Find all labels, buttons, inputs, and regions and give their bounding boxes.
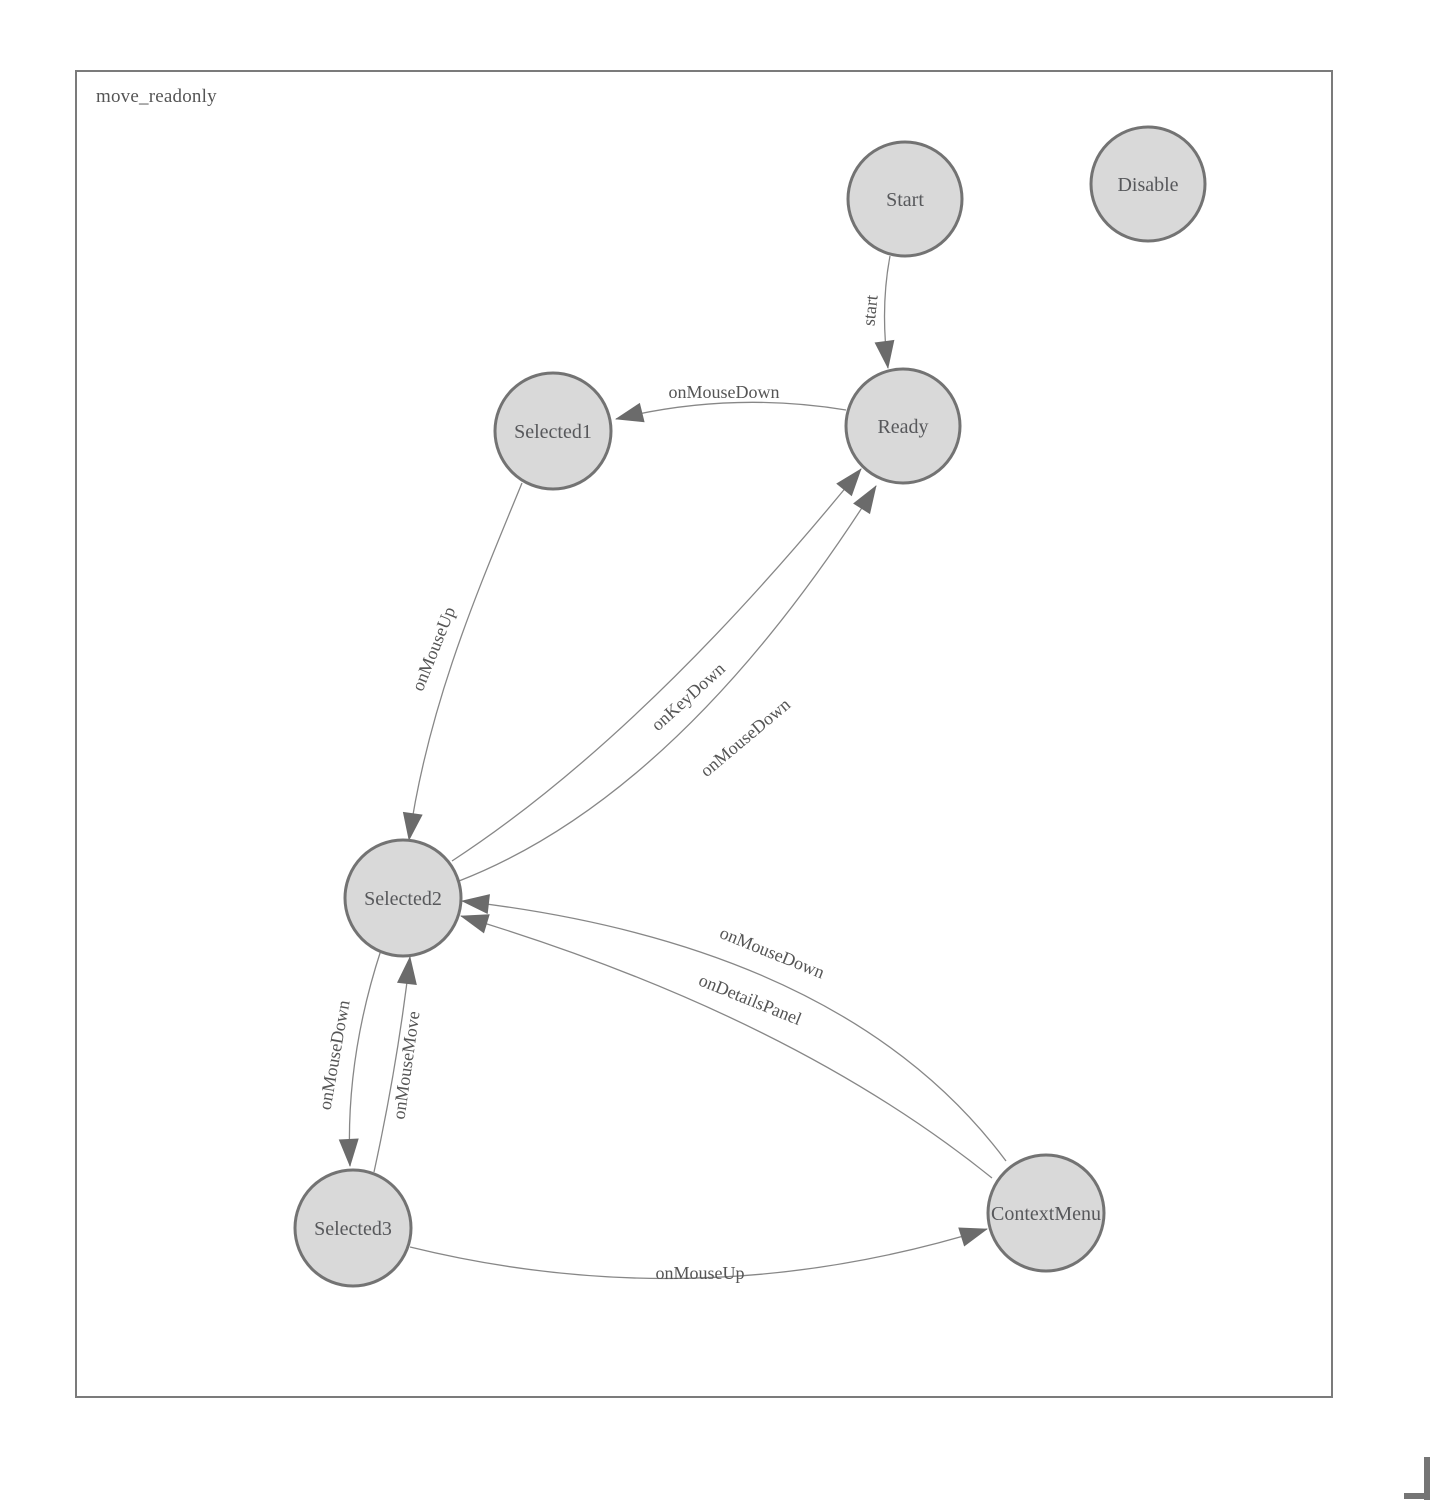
node-label-Ready: Ready	[877, 416, 929, 438]
node-ContextMenu[interactable]	[988, 1155, 1104, 1271]
node-Selected1[interactable]	[495, 373, 611, 489]
node-label-ContextMenu: ContextMenu	[991, 1203, 1101, 1225]
edge-label-onMouseDown: onMouseDown	[696, 694, 795, 781]
edge-Ready-Selected1-onMouseDown[interactable]	[616, 402, 846, 419]
edge-label-onDetailsPanel: onDetailsPanel	[695, 969, 805, 1030]
edge-label-onKeyDown: onKeyDown	[647, 658, 729, 735]
node-Disable[interactable]	[1091, 127, 1205, 241]
edge-label-onMouseDown: onMouseDown	[668, 382, 780, 402]
edge-Selected2-Ready-onKeyDown[interactable]	[452, 469, 861, 861]
edge-Selected2-Selected3-onMouseDown[interactable]	[349, 950, 381, 1166]
edge-label-onMouseDown: onMouseDown	[717, 922, 828, 983]
node-Start[interactable]	[848, 142, 962, 256]
node-label-Selected1: Selected1	[514, 421, 592, 443]
node-Selected3[interactable]	[295, 1170, 411, 1286]
node-label-Selected2: Selected2	[364, 888, 442, 910]
node-label-Disable: Disable	[1117, 174, 1179, 196]
node-label-Selected3: Selected3	[314, 1218, 392, 1240]
edge-label-onMouseUp: onMouseUp	[655, 1263, 745, 1283]
edge-label-onMouseUp: onMouseUp	[407, 603, 460, 694]
node-label-Start: Start	[886, 189, 924, 211]
node-Ready[interactable]	[846, 369, 960, 483]
diagram-title: move_readonly	[96, 86, 217, 107]
edge-label-start: start	[858, 293, 882, 327]
edge-label-onMouseDown: onMouseDown	[314, 998, 354, 1112]
node-Selected2[interactable]	[345, 840, 461, 956]
horizontal-scrollbar-thumb[interactable]	[1404, 1493, 1430, 1499]
edge-label-onMouseMove: onMouseMove	[388, 1009, 424, 1121]
edge-ContextMenu-Selected2-onDetailsPanel[interactable]	[461, 916, 992, 1178]
edge-Start-Ready-start[interactable]	[884, 256, 890, 368]
